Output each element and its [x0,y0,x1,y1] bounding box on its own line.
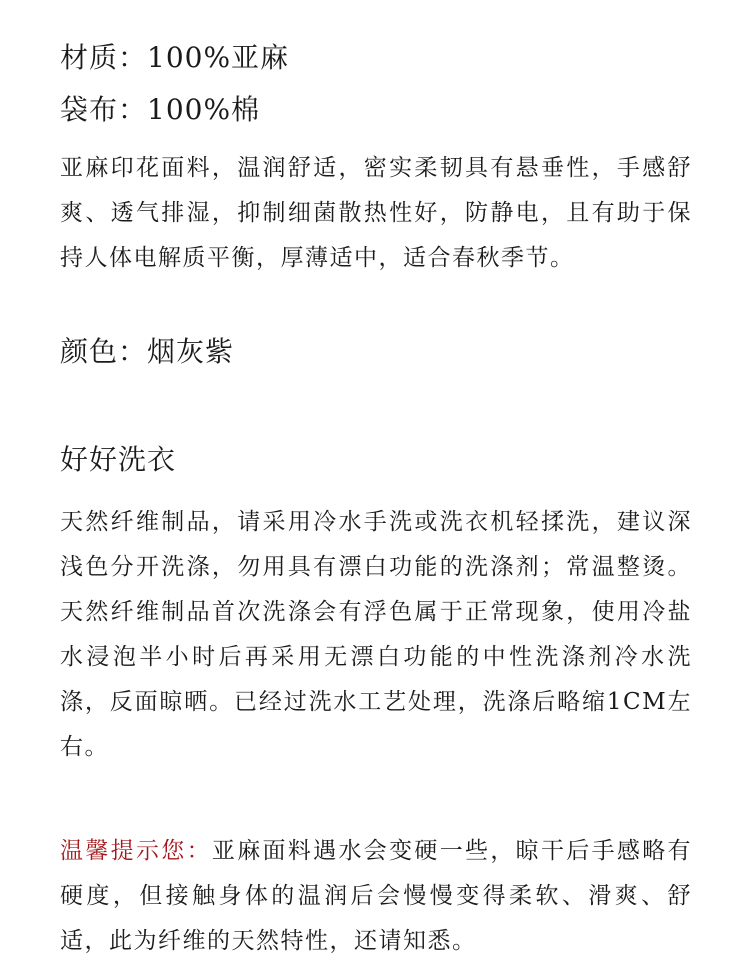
fabric-description: 亚麻印花面料，温润舒适，密实柔韧具有悬垂性，手感舒爽、透气排湿，抑制细菌散热性好，防静电，且有助于保持人体电解质平衡，厚薄适中，适合春秋季节。 [60,155,692,271]
material-spec: 材质：100%亚麻 [60,41,290,74]
warm-tip [60,829,692,964]
warm-tip-label: 温馨提示您： [60,838,212,864]
care-instructions: 天然纤维制品，请采用冷水手洗或洗衣机轻揉洗，建议深浅色分开洗涤，勿用具有漂白功能的洗涤剂；常温整烫。天然纤维制品首次洗涤会有浮色属于正常现象，使用冷盐水浸泡半小时后再采用无漂白功能的中性洗涤剂冷水洗涤，反面晾晒。已经过洗水工艺处理，洗涤后略缩1CM左右。 [60,509,692,760]
care-title: 好好洗衣 [60,443,177,476]
warm-tip-text: 亚麻面料遇水会变硬一些，晾干后手感略有硬度，但接触身体的温润后会慢慢变得柔软、滑爽、舒适，此为纤维的天然特性，还请知悉。 [60,838,692,954]
color-spec: 颜色：烟灰紫 [60,335,235,368]
pocket-fabric-spec: 袋布：100%棉 [60,93,261,126]
